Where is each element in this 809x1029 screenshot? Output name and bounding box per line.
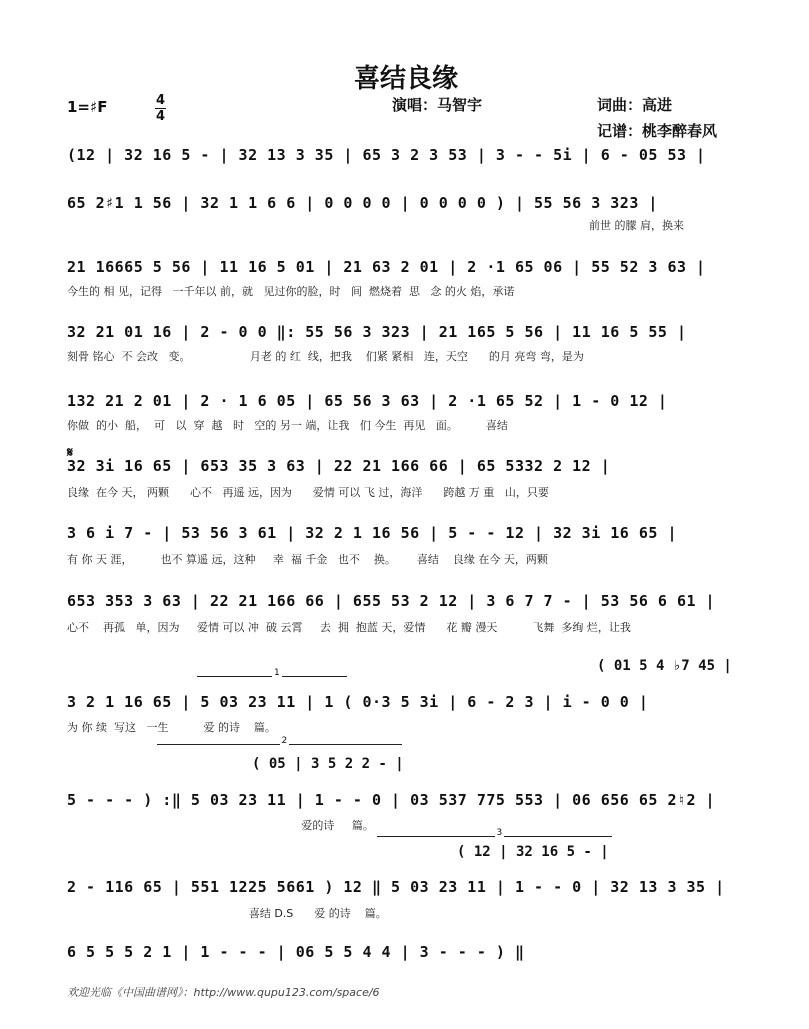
volta-3-label: 3 <box>496 828 503 838</box>
notation-line-5: 132 21 2 01 | 2 · 1 6 05 | 65 56 3 63 | 2 ·1 65 52 | 1 - 0 12 | <box>67 392 668 410</box>
notation-line-8: 653 353 3 63 | 22 21 166 66 | 655 53 2 12 | 3 6 7 7 - | 53 56 6 61 | <box>67 592 716 610</box>
lyric-line-9: 为 你 续 写这 一生 爱 的诗 篇。 <box>67 721 276 734</box>
score-title: 喜结良缘 <box>353 64 458 94</box>
notation-line-9: 3 2 1 16 65 | 5 03 23 11 | 1 ( 0·3 5 3i | 6 - 2 3 | i - 0 0 | <box>67 693 649 711</box>
notation-line-4: 32 21 01 16 | 2 - 0 0 ‖: 55 56 3 323 | 21 165 5 56 | 11 16 5 55 | <box>67 323 687 341</box>
notation-line-1: (12 | 32 16 5 - | 32 13 3 35 | 65 3 2 3 53 | 3 - - 5i | 6 - 05 53 | <box>67 146 706 164</box>
time-signature-top: 4 <box>155 93 166 108</box>
time-signature <box>155 94 166 123</box>
intro-phrase-overlay: ( 01 5 4 ♭7 45 | <box>597 658 732 674</box>
volta-1-bracket <box>197 668 347 687</box>
lyric-line-4: 刻骨 铭心 不 会改 变。 月老 的 红 线，把我 们紧 紧相 连，天空 的月 亮弯 弯，是为 <box>67 350 584 363</box>
lyric-line-5: 你做 的小 船， 可 以 穿 越 时 空的 另一 端，让我 们 今生 再见 面。 喜结 <box>67 419 508 432</box>
lyric-line-11: 喜结 D.S 爱 的诗 篇。 <box>67 907 387 920</box>
notation-line-11: 2 - 116 65 | 551 1225 5661 ) 12 ‖ 5 03 23 11 | 1 - - 0 | 32 13 3 35 | <box>67 878 725 896</box>
score-page <box>37 36 775 998</box>
notation-line-2: 65 2♯1 1 56 | 32 1 1 6 6 | 0 0 0 0 | 0 0 0 0 ) | 55 56 3 323 | <box>67 194 658 212</box>
transcriber-credit: 记谱：桃李醉春风 <box>597 122 718 140</box>
lyric-line-3: 今生的 相 见，记得 一千年以 前，就 见过你的脸，时 间 燃烧着 思 念 的火 焰，承诺 <box>67 285 515 298</box>
footer-credit: 欢迎光临《中国曲谱网》：http://www.qupu123.com/space/6 <box>67 986 380 999</box>
lyric-line-10: 爱的诗 篇。 <box>207 819 374 832</box>
volta-2-bracket <box>157 736 402 755</box>
notation-line-3: 21 16665 5 56 | 11 16 5 01 | 21 63 2 01 | 2 ·1 65 06 | 55 52 3 63 | <box>67 258 706 276</box>
lyricist-credit: 词曲：高进 <box>597 96 673 114</box>
lyric-line-7: 有 你 天 涯， 也不 算遥 远，这种 幸 福 千金 也不 换。 喜结 良缘 在今 天，两颗 <box>67 553 548 566</box>
key-signature: 1=♯F <box>67 98 108 116</box>
notation-line-7: 3 6 i 7 - | 53 56 3 61 | 32 2 1 16 56 | 5 - - 12 | 32 3i 16 65 | <box>67 524 677 542</box>
volta-1-label: 1 <box>274 668 280 678</box>
notation-line-12: 6 5 5 5 2 1 | 1 - - - | 06 5 5 4 4 | 3 - - - ) ‖ <box>67 943 525 961</box>
lyric-line-6: 良缘 在今 天， 两颗 心不 再遥 远，因为 爱情 可以 飞 过，海洋 跨越 万 重 山，只要 <box>67 486 549 499</box>
lyric-line-8: 心不 再孤 单，因为 爱情 可以 冲 破 云霄 去 拥 抱蓝 天，爱情 花 瓣 漫天 飞舞 多绚 烂，让我 <box>67 621 631 634</box>
notation-line-10: 5 - - - ) :‖ 5 03 23 11 | 1 - - 0 | 03 537 775 553 | 06 656 65 2♮2 | <box>67 791 716 809</box>
lyric-line-2: 前世 的朦 肩，换来 <box>589 219 684 232</box>
singer-credit: 演唱：马智宇 <box>392 96 483 114</box>
notation-line-6: 32 3i 16 65 | 653 35 3 63 | 22 21 166 66 | 65 5332 2 12 | <box>67 457 611 475</box>
time-signature-bottom: 4 <box>155 109 166 124</box>
segno-sign: 𝄋 <box>67 445 74 461</box>
volta-2-label: 2 <box>281 736 288 746</box>
volta-phrase-overlay: ( 05 | 3 5 2 2 - | <box>252 756 404 772</box>
da-segno-phrase-overlay: ( 12 | 32 16 5 - | <box>457 844 609 860</box>
